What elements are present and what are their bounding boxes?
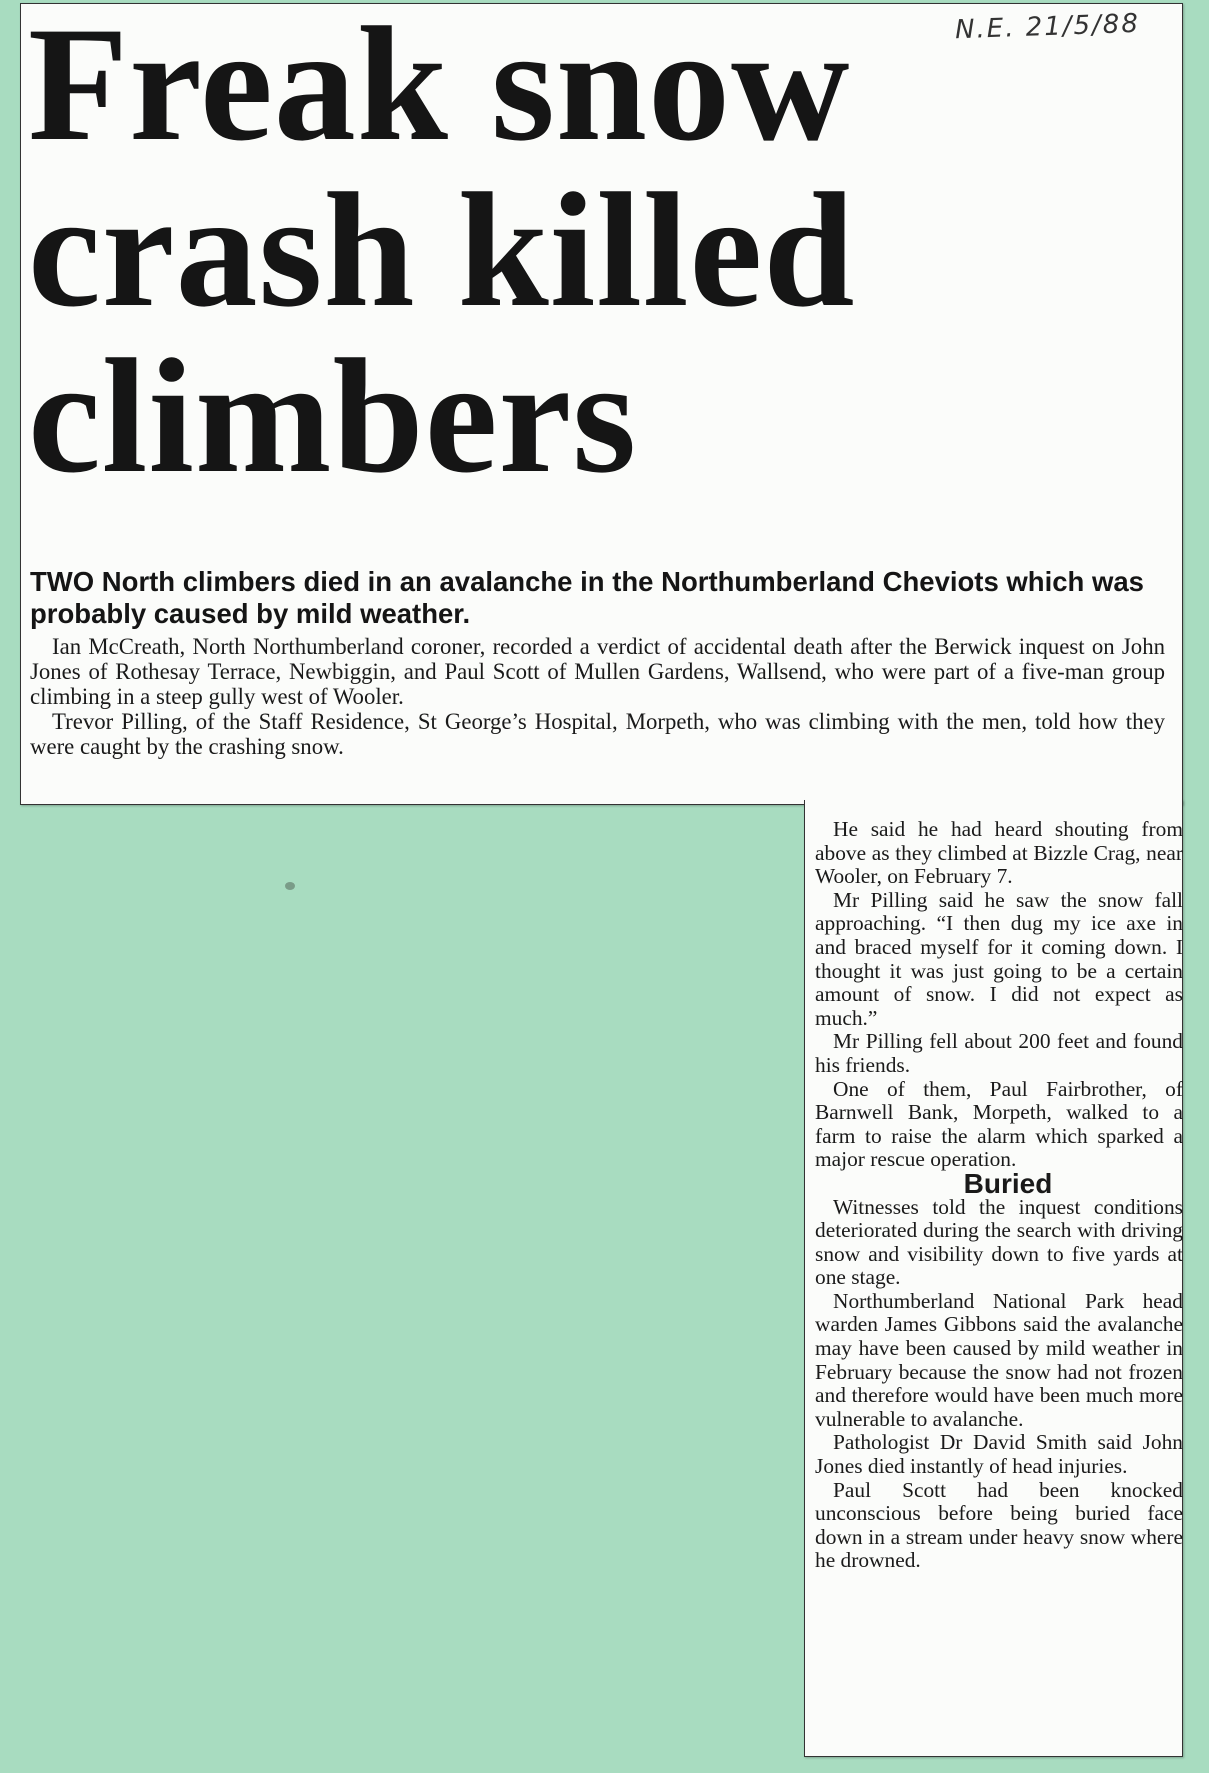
article-intro xyxy=(30,634,1165,759)
article-column xyxy=(815,818,1183,1573)
handwritten-date: N.E. 21/5/88 xyxy=(954,8,1141,46)
headline-line-1: Freak snow xyxy=(28,0,851,175)
paragraph: Pathologist Dr David Smith said John Jones died instantly of head injuries. xyxy=(815,1430,1183,1479)
headline xyxy=(28,0,1178,507)
standfirst: TWO North climbers died in an avalanche in the Northumberland Cheviots which was probably caused by mild weather. xyxy=(30,566,1144,629)
subheading: Buried xyxy=(963,1167,1053,1199)
paragraph: Ian McCreath, North Northumberland coroner, recorded a verdict of accidental death after the Berwick inquest on John Jones of Rothesay Terrace, Newbiggin, and Paul Scott of Mullen Gardens, Wallsend, who were part of a five-man group climbing in a steep gully west of Wooler. xyxy=(30,634,1165,709)
paragraph: Trevor Pilling, of the Staff Residence, St George’s Hospital, Morpeth, who was climbing with the men, told how they were caught by the crashing snow. xyxy=(30,709,1165,759)
headline-line-3: climbers xyxy=(28,326,638,507)
paragraph: One of them, Paul Fairbrother, of Barnwell Bank, Morpeth, walked to a farm to raise the alarm which sparked a major rescue operation. xyxy=(815,1076,1183,1172)
paragraph: He said he had heard shouting from above as they climbed at Bizzle Crag, near Wooler, on February 7. xyxy=(815,817,1183,889)
paragraph: Northumberland National Park head warden James Gibbons said the avalanche may have been caused by mild weather in February because the snow had not frozen and therefore would have been much more vulnerable to avalanche. xyxy=(815,1288,1183,1431)
paragraph: Mr Pilling said he saw the snow fall approaching. “I then dug my ice axe in and braced myself for it coming down. I thought it was just going to be a certain amount of snow. I did not expect as much.” xyxy=(815,887,1183,1030)
paper-speck xyxy=(285,882,295,890)
paragraph: Witnesses told the inquest conditions deteriorated during the search with driving snow and visibility down to five yards at one stage. xyxy=(815,1194,1183,1290)
clipping-join xyxy=(805,796,1182,806)
paragraph: Paul Scott had been knocked unconscious before being buried face down in a stream under heavy snow where he drowned. xyxy=(815,1477,1183,1573)
headline-line-2: crash killed xyxy=(28,160,856,341)
paragraph: Mr Pilling fell about 200 feet and found his friends. xyxy=(815,1029,1183,1077)
